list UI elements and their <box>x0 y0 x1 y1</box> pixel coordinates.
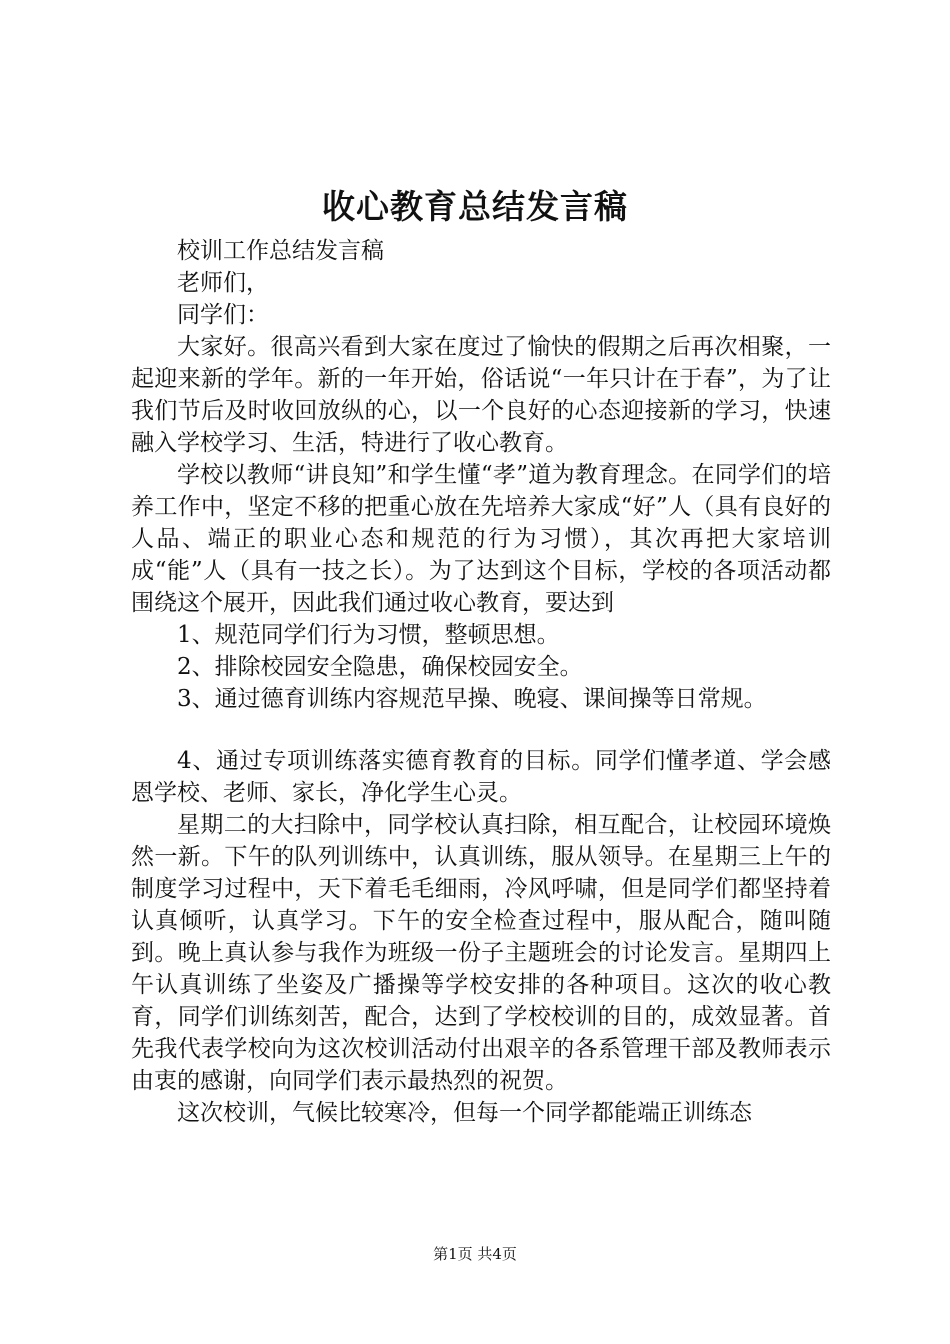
paragraph-weather: 这次校训，气候比较寒冷，但每一个同学都能端正训练态 <box>177 1100 752 1126</box>
list-item-2: 2、排除校园安全隐患，确保校园安全。 <box>177 654 583 680</box>
list-item-3: 3、通过德育训练内容规范早操、晚寝、课间操等日常规。 <box>177 686 767 712</box>
salutation-students: 同学们： <box>177 302 269 328</box>
list-item-4: 4、通过专项训练落实德育教育的目标。同学们懂孝道、学会感恩学校、老师、家长，净化学生心灵。 <box>131 748 831 806</box>
paragraph-philosophy: 学校以教师“讲良知”和学生懂“孝”道为教育理念。在同学们的培养工作中，坚定不移的把重心放在先培养大家成“好”人（具有良好的人品、端正的职业心态和规范的行为习惯），其次再把大家培训成“能”人（具有一技之长）。为了达到这个目标，学校的各项活动都围绕这个展开，因此我们通过收心教育，要达到 <box>131 462 831 616</box>
paragraph-activities: 星期二的大扫除中，同学校认真扫除，相互配合，让校园环境焕然一新。下午的队列训练中，认真训练，服从领导。在星期三上午的制度学习过程中，天下着毛毛细雨，冷风呼啸，但是同学们都坚持着认真倾听，认真学习。下午的安全检查过程中，服从配合，随叫随到。晚上真认参与我作为班级一份子主题班会的讨论发言。星期四上午认真训练了坐姿及广播操等学校安排的各种项目。这次的收心教育，同学们训练刻苦，配合，达到了学校校训的目的，成效显著。首先我代表学校向为这次校训活动付出艰辛的各系管理干部及教师表示由衷的感谢，向同学们表示最热烈的祝贺。 <box>131 812 831 1094</box>
document-title: 收心教育总结发言稿 <box>322 187 628 226</box>
list-item-1: 1、规范同学们行为习惯，整顿思想。 <box>177 622 560 648</box>
subtitle-line: 校训工作总结发言稿 <box>177 238 384 264</box>
paragraph-greeting: 大家好。很高兴看到大家在度过了愉快的假期之后再次相聚，一起迎来新的学年。新的一年开始，俗话说“一年只计在于春”，为了让我们节后及时收回放纵的心，以一个良好的心态迎接新的学习，快速融入学校学习、生活，特进行了收心教育。 <box>131 334 831 456</box>
document-body <box>131 235 831 1129</box>
salutation-teachers: 老师们， <box>177 270 269 296</box>
page-number-footer: 第1页 共4页 <box>433 1245 517 1263</box>
blank-line <box>131 715 831 745</box>
